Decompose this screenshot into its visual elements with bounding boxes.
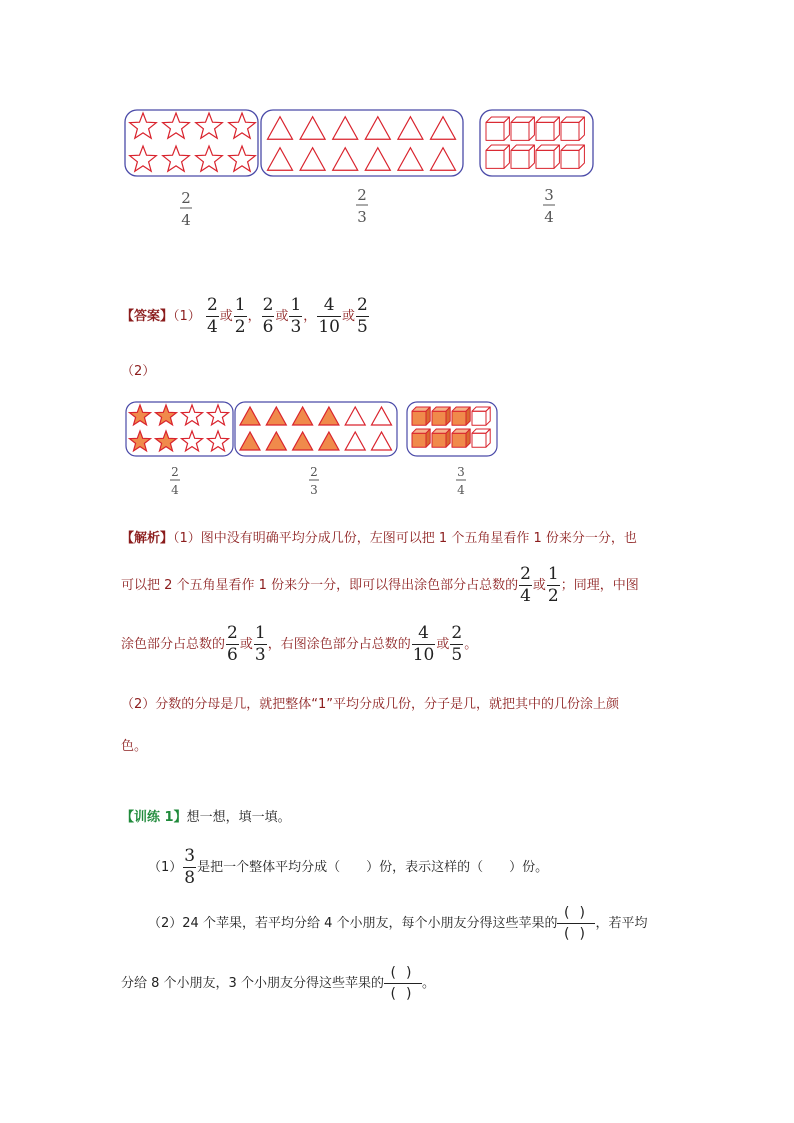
triangle-icon bbox=[300, 148, 325, 171]
svg-text:2: 2 bbox=[310, 465, 318, 479]
triangle-icon bbox=[268, 117, 293, 140]
analysis-line-4: （2）分数的分母是几，就把整体“1”平均分成几份，分子是几，就把其中的几份涂上颜 bbox=[121, 697, 620, 712]
triangle-icon bbox=[398, 117, 423, 140]
training-heading: 【训练 1】想一想，填一填。 bbox=[121, 810, 291, 825]
cubes-group-2 bbox=[407, 402, 497, 456]
answer-frac-3b: $\frac{2}{5}$ bbox=[356, 295, 368, 337]
answer-frac-3a: $\frac{4}{10}$ bbox=[318, 295, 340, 337]
cube-icon bbox=[486, 145, 509, 168]
answer-blank-fraction-1[interactable]: $\frac{()}{()}$ bbox=[557, 906, 595, 941]
star-icon bbox=[156, 431, 177, 451]
answer-frac-2a: $\frac{2}{6}$ bbox=[262, 295, 274, 337]
triangle-icon bbox=[333, 148, 358, 171]
triangle-icon bbox=[240, 407, 260, 425]
analysis-line-3: 涂色部分占总数的 $\frac{2}{6}$ 或 $\frac{1}{3}$ ，右图涂色部分占总数的 $\frac{4}{10}$ 或 $\frac{2}{5}$ 。 bbox=[121, 623, 478, 665]
triangles-group-2 bbox=[235, 402, 397, 456]
triangle-icon bbox=[398, 148, 423, 171]
cube-icon bbox=[511, 145, 534, 168]
triangles-group-1 bbox=[261, 110, 463, 176]
cube-icon bbox=[412, 407, 430, 425]
fraction-label-right-2 bbox=[456, 465, 466, 497]
cube-icon bbox=[412, 429, 430, 447]
cube-icon bbox=[472, 407, 490, 425]
answer-part-2: （2） bbox=[121, 364, 156, 379]
answer-tag: 【答案】 bbox=[121, 309, 174, 324]
answer-blank-fraction-2[interactable]: $\frac{()}{()}$ bbox=[384, 966, 422, 1001]
star-icon bbox=[196, 146, 223, 171]
svg-text:3: 3 bbox=[357, 208, 367, 226]
star-icon bbox=[229, 146, 256, 171]
triangle-icon bbox=[266, 407, 286, 425]
svg-text:4: 4 bbox=[181, 211, 191, 229]
triangle-icon bbox=[319, 407, 339, 425]
star-icon bbox=[182, 405, 203, 425]
triangle-icon bbox=[365, 117, 390, 140]
star-icon bbox=[130, 113, 157, 138]
star-icon bbox=[196, 113, 223, 138]
triangle-icon bbox=[266, 432, 286, 450]
training-q2-line1: （2）24 个苹果，若平均分给 4 个小朋友，每个小朋友分得这些苹果的 $\frac{()}{()}$ ，若平均 bbox=[148, 905, 648, 942]
svg-text:3: 3 bbox=[544, 186, 554, 204]
triangle-icon bbox=[365, 148, 390, 171]
star-icon bbox=[208, 431, 229, 451]
triangle-icon bbox=[300, 117, 325, 140]
cube-icon bbox=[561, 117, 584, 140]
triangle-icon bbox=[345, 407, 365, 425]
triangle-icon bbox=[333, 117, 358, 140]
cubes-group-1 bbox=[480, 110, 593, 176]
star-icon bbox=[130, 146, 157, 171]
star-icon bbox=[163, 146, 190, 171]
answer-frac-1b: $\frac{1}{2}$ bbox=[234, 295, 246, 337]
training-q2-line2: 分给 8 个小朋友，3 个小朋友分得这些苹果的 $\frac{()}{()}$ 。 bbox=[121, 965, 435, 1002]
stars-group-1 bbox=[125, 110, 258, 176]
svg-text:2: 2 bbox=[181, 189, 191, 207]
analysis-line-2: 可以把 2 个五角星看作 1 份来分一分，即可以得出涂色部分占总数的 $\frac{2}{4}$ 或 $\frac{1}{2}$ ；同理，中图 bbox=[121, 564, 639, 606]
analysis-line-5: 色。 bbox=[121, 739, 148, 754]
fraction-label-middle-2 bbox=[309, 465, 319, 497]
star-icon bbox=[156, 405, 177, 425]
cube-icon bbox=[561, 145, 584, 168]
triangle-icon bbox=[240, 432, 260, 450]
figure-2 bbox=[122, 398, 502, 503]
svg-text:4: 4 bbox=[457, 483, 465, 497]
star-icon bbox=[130, 405, 151, 425]
figure-1 bbox=[120, 105, 600, 235]
star-icon bbox=[182, 431, 203, 451]
triangle-icon bbox=[372, 407, 392, 425]
star-icon bbox=[208, 405, 229, 425]
star-icon bbox=[163, 113, 190, 138]
svg-text:3: 3 bbox=[457, 465, 465, 479]
svg-text:4: 4 bbox=[544, 208, 554, 226]
star-icon bbox=[229, 113, 256, 138]
answer-frac-1a: $\frac{2}{4}$ bbox=[206, 295, 218, 337]
cube-icon bbox=[536, 117, 559, 140]
svg-text:3: 3 bbox=[310, 483, 318, 497]
cube-icon bbox=[452, 429, 470, 447]
fraction-label-left-2 bbox=[170, 465, 180, 497]
cube-icon bbox=[432, 429, 450, 447]
svg-text:4: 4 bbox=[171, 483, 179, 497]
fraction-label-left bbox=[180, 189, 192, 229]
answer-line: 【答案】（1） $\frac{2}{4}$ 或 $\frac{1}{2}$ ， $\frac{2}{6}$ 或 $\frac{1}{3}$ ， $\frac{4}{10}$ 或 $\frac{2}{5}$ bbox=[121, 295, 368, 337]
triangle-icon bbox=[268, 148, 293, 171]
training-q1: （1） $\frac{3}{8}$ 是把一个整体平均分成（ ）份，表示这样的（ ）份。 bbox=[148, 846, 549, 888]
triangle-icon bbox=[431, 148, 456, 171]
fraction-label-right bbox=[543, 186, 555, 226]
cube-icon bbox=[511, 117, 534, 140]
triangle-icon bbox=[293, 432, 313, 450]
cube-icon bbox=[536, 145, 559, 168]
triangle-icon bbox=[319, 432, 339, 450]
cube-icon bbox=[472, 429, 490, 447]
cube-icon bbox=[452, 407, 470, 425]
star-icon bbox=[130, 431, 151, 451]
svg-text:2: 2 bbox=[357, 186, 367, 204]
triangle-icon bbox=[431, 117, 456, 140]
training-tag: 【训练 1】 bbox=[121, 810, 187, 825]
analysis-line-1: 【解析】（1）图中没有明确平均分成几份，左图可以把 1 个五角星看作 1 份来分一分，也 bbox=[121, 531, 637, 546]
triangle-icon bbox=[372, 432, 392, 450]
cube-icon bbox=[432, 407, 450, 425]
stars-group-2 bbox=[126, 402, 233, 456]
svg-text:2: 2 bbox=[171, 465, 179, 479]
answer-frac-2b: $\frac{1}{3}$ bbox=[290, 295, 302, 337]
cube-icon bbox=[486, 117, 509, 140]
triangle-icon bbox=[293, 407, 313, 425]
triangle-icon bbox=[345, 432, 365, 450]
analysis-tag: 【解析】 bbox=[121, 531, 174, 546]
fraction-label-middle bbox=[356, 186, 368, 226]
